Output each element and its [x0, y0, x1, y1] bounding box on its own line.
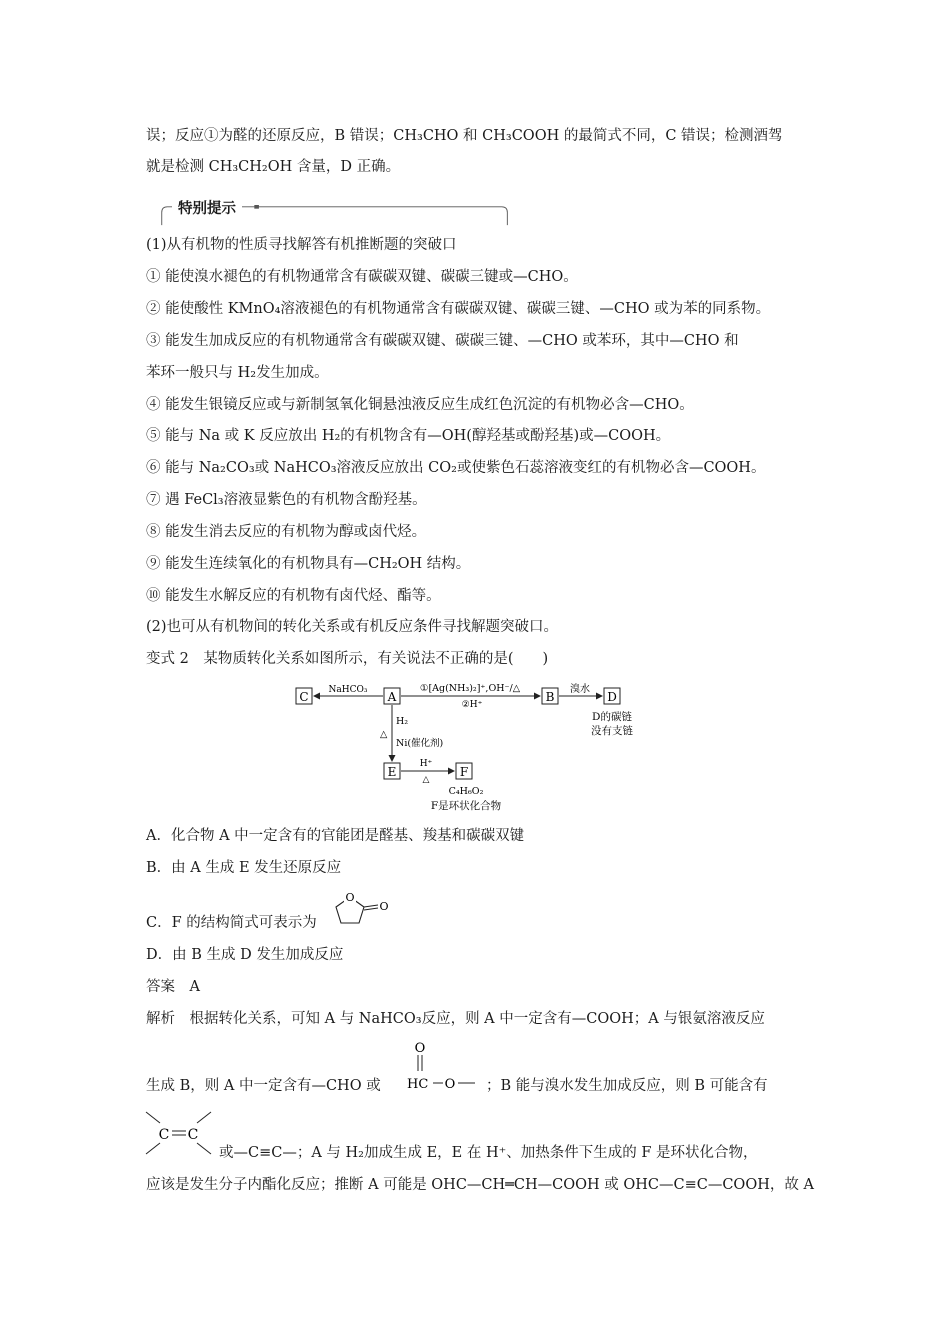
answer: 答案 A [146, 979, 200, 995]
lactone-structure [302, 885, 394, 933]
tip-line-9: ⑧ 能发生消去反应的有机物为醇或卤代烃。 [146, 524, 427, 540]
reagent-ef-bottom: △ [422, 775, 430, 785]
carbonyl-oxygen: O [379, 900, 389, 913]
tip-line-6: ⑤ 能与 Na 或 K 反应放出 H₂的有机物含有—OH(醇羟基或酚羟基)或—COOH。 [146, 428, 671, 444]
tip-line-1: ① 能使溴水褪色的有机物通常含有碳碳双键、碳碳三键或—CHO。 [146, 269, 578, 285]
tip-line-3: ③ 能发生加成反应的有机物通常含有碳碳双键、碳碳三键、—CHO 或苯环，其中—CHO 和 [146, 333, 739, 349]
tip-line-0: (1)从有机物的性质寻找解答有机推断题的突破口 [146, 237, 457, 253]
option-c: C．F 的结构简式可表示为 [146, 915, 317, 931]
formula-f: C₄H₆O₂ [448, 786, 484, 797]
reagent-ab-top: ①[Ag(NH₃)₂]⁺,OH⁻/△ [419, 683, 521, 694]
alkene-c2: C [187, 1127, 199, 1143]
node-e: E [387, 765, 397, 779]
alkene-c1: C [158, 1127, 170, 1143]
alkene-structure [143, 1108, 217, 1158]
tip-line-2: ② 能使酸性 KMnO₄溶液褪色的有机物通常含有碳碳双键、碳碳三键、—CHO 或为苯的同系物。 [146, 301, 771, 317]
reaction-diagram [290, 680, 640, 816]
node-c: C [299, 690, 309, 704]
reagent-ae-3: Ni(催化剂) [396, 738, 444, 749]
option-a: A．化合物 A 中一定含有的官能团是醛基、羧基和碳碳双键 [146, 828, 525, 844]
analysis-line-1: 解析 根据转化关系，可知 A 与 NaHCO₃反应，则 A 中一定含有—COOH；A 与银氨溶液反应 [146, 1011, 765, 1027]
note-d-1: D的碳链 [592, 711, 632, 723]
analysis-line-2a: 生成 B，则 A 中一定含有—CHO 或 [146, 1078, 381, 1094]
analysis-line-4: 应该是发生分子内酯化反应；推断 A 可能是 OHC—CH═CH—COOH 或 OHC—C≡C—COOH，故 A [146, 1177, 814, 1193]
node-b: B [545, 690, 555, 704]
question-stem: 变式 2 某物质转化关系如图所示，有关说法不正确的是( ) [146, 651, 549, 667]
reagent-ae-1: H₂ [396, 716, 409, 727]
ester-hc: HC [407, 1077, 429, 1092]
option-b: B．由 A 生成 E 发生还原反应 [146, 860, 342, 876]
tip-line-7: ⑥ 能与 Na₂CO₃或 NaHCO₃溶液反应放出 CO₂或使紫色石蕊溶液变红的有机物必含—COOH。 [146, 460, 766, 476]
tip-line-12: (2)也可从有机物间的转化关系或有机反应条件寻找解题突破口。 [146, 619, 559, 635]
reagent-ab-bottom: ②H⁺ [461, 700, 483, 710]
reagent-bd: 溴水 [570, 684, 590, 695]
tip-title: 特别提示 [172, 197, 242, 218]
analysis-line-3: 或—C≡C—；A 与 H₂加成生成 E，E 在 H⁺、加热条件下生成的 F 是环状化合物， [219, 1145, 758, 1161]
ring-oxygen: O [345, 891, 355, 904]
tip-line-8: ⑦ 遇 FeCl₃溶液显紫色的有机物含酚羟基。 [146, 492, 427, 508]
tip-line-4: 苯环一般只与 H₂发生加成。 [146, 365, 329, 381]
tip-line-5: ④ 能发生银镜反应或与新制氢氧化铜悬浊液反应生成红色沉淀的有机物必含—CHO。 [146, 397, 694, 413]
reagent-ae-2: △ [380, 729, 388, 740]
option-d: D．由 B 生成 D 发生加成反应 [146, 947, 344, 963]
tip-line-11: ⑩ 能发生水解反应的有机物有卤代烃、酯等。 [146, 588, 441, 604]
reagent-ef-top: H⁺ [419, 759, 433, 769]
node-a: A [387, 690, 397, 704]
intro-line-1: 误；反应①为醛的还原反应，B 错误；CH₃CHO 和 CH₃COOH 的最简式不同，C 错误；检测酒驾 [146, 128, 783, 144]
tip-line-10: ⑨ 能发生连续氧化的有机物具有—CH₂OH 结构。 [146, 556, 471, 572]
formate-ester-structure [403, 1038, 483, 1096]
note-f: F是环状化合物 [430, 800, 502, 812]
reagent-ac: NaHCO₃ [328, 685, 368, 695]
analysis-line-2b: ；B 能与溴水发生加成反应，则 B 可能含有 [486, 1078, 768, 1094]
note-d-2: 没有支链 [591, 725, 633, 737]
intro-line-2: 就是检测 CH₃CH₂OH 含量，D 正确。 [146, 159, 401, 175]
node-d: D [607, 690, 617, 704]
ester-o-top: O [414, 1041, 426, 1056]
node-f: F [459, 765, 469, 779]
ester-o: O [444, 1077, 456, 1092]
